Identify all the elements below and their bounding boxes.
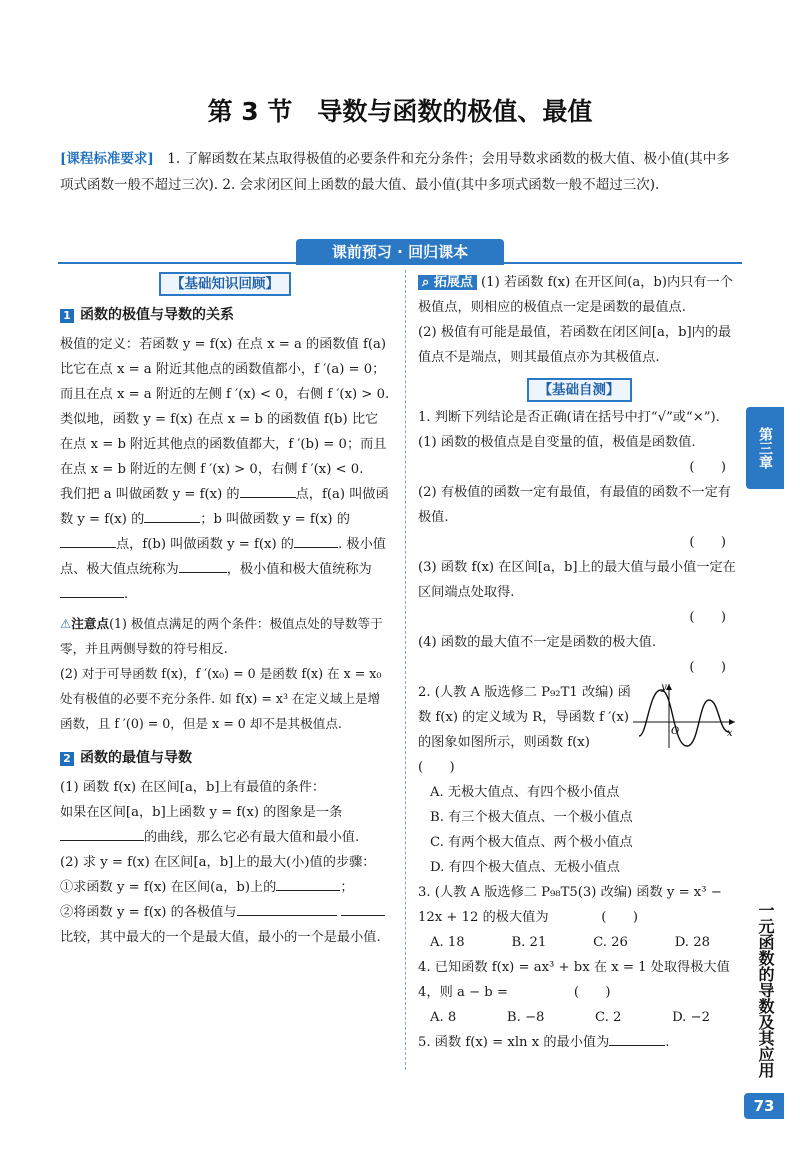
note-1: (1) 极值点满足的两个条件：极值点处的导数等于零，并且两侧导数的符号相反. <box>60 616 383 656</box>
blank-4 <box>294 533 338 548</box>
extension-1: (1) 若函数 f(x) 在开区间(a，b)内只有一个极值点，则相应的极值点一定是函数的最值点. <box>418 275 733 315</box>
max-condition: (1) 函数 f(x) 在区间[a，b]上有最值的条件： <box>60 780 326 795</box>
column-divider <box>405 270 406 1070</box>
max-condition-detail <box>60 800 390 850</box>
answer-paren-1: ( ) <box>689 460 726 475</box>
note-block <box>60 611 390 736</box>
section-2-number: 2 <box>60 752 74 766</box>
max-steps: (2) 求 y = f(x) 在区间[a，b]上的最大(小)值的步骤： <box>60 855 376 870</box>
blank-2 <box>144 508 200 523</box>
question-5-end: . <box>665 1035 670 1050</box>
right-column <box>418 270 740 1055</box>
warning-icon: ⚠ <box>60 616 72 631</box>
question-3-option-c: C. 26 <box>593 935 628 950</box>
question-1-3: (3) 函数 f(x) 在区间[a，b]上的最大值与最小值一定在区间端点处取得. <box>418 560 736 600</box>
question-1: 1. 判断下列结论是否正确(请在括号中打“√”或“×”). <box>418 410 720 425</box>
graph-origin-label: O <box>671 726 680 737</box>
question-3-option-b: B. 21 <box>511 935 547 950</box>
question-2 <box>418 680 740 780</box>
question-1-4: (4) 函数的最大值不一定是函数的极大值. <box>418 635 657 650</box>
extension-label-text: 拓展点 <box>433 275 473 290</box>
question-2-option-d: D. 有四个极大值点、无极小值点 <box>430 860 620 875</box>
graph-y-label: y <box>661 682 667 693</box>
step-2 <box>60 900 390 950</box>
answer-paren-4: ( ) <box>689 660 726 675</box>
blank-5 <box>179 558 227 573</box>
note-2: (2) 对于可导函数 f(x)，f ′(x₀) = 0 是函数 f(x) 在 x = x₀ 处有极值的必要不充分条件. 如 f(x) = x³ 在定义域上是增函数，且 f ′(0) = 0，但是 x = 0 却不是其极值点. <box>60 666 382 731</box>
max-condition-text-2: 的曲线，那么它必有最大值和最小值. <box>144 830 360 845</box>
step-1-end: ； <box>340 880 354 895</box>
question-3-options <box>418 930 710 955</box>
chapter-title-vertical: 一元函数的导数及其应用 <box>756 902 775 1078</box>
extension-point <box>418 270 740 320</box>
section-2-title: 函数的最值与导数 <box>80 750 192 766</box>
fill-text-5: . 极小值点、极大值点统称为 <box>60 537 386 577</box>
graph-x-arrow <box>729 719 735 725</box>
fill-blanks-extremum <box>60 482 390 607</box>
left-column <box>60 272 390 950</box>
question-2-option-b: B. 有三个极大值点、一个极小值点 <box>430 810 633 825</box>
standard-tag: [课程标准要求] <box>60 151 154 167</box>
blank-8 <box>276 876 340 891</box>
section-1-title: 函数的极值与导数的关系 <box>80 307 234 323</box>
extension-label: ⌕ 拓展点 <box>418 275 477 290</box>
question-4-option-c: C. 2 <box>595 1010 622 1025</box>
derivative-graph <box>633 680 738 750</box>
question-2-option-c: C. 有两个极大值点、两个极小值点 <box>430 835 633 850</box>
step-2-text: ②将函数 y = f(x) 的各极值与 <box>60 905 237 920</box>
blank-6 <box>60 583 124 598</box>
step-1-text: ①求函数 y = f(x) 在区间(a，b)上的 <box>60 880 277 895</box>
extremum-definition: 极值的定义：若函数 y = f(x) 在点 x = a 的函数值 f(a) 比它在点 x = a 附近其他点的函数值都小，f ′(a) = 0；而且在点 x = a 附近的左侧 f ′(x) < 0，右侧 f ′(x) > 0. 类似地，函数 y = f(x) 在点 x = b 的函数值 f(b) 比它在点 x = b 附近其他点的函数值都大，f ′(b) = 0；而且在点 x = b 附近的左侧 f ′(x) > 0，右侧 f ′(x) < 0. <box>60 337 390 477</box>
derivative-curve <box>639 690 729 746</box>
question-4-option-b: B. −8 <box>506 1010 545 1025</box>
extension-2: (2) 极值有可能是最值，若函数在闭区间[a，b]内的最值点不是端点，则其最值点亦为其极值点. <box>418 325 732 365</box>
blank-7 <box>60 826 144 841</box>
chapter-tab: 第三章 <box>746 407 784 489</box>
fill-text-6: ，极小值和极大值统称为 <box>226 562 372 577</box>
step-1 <box>60 875 390 900</box>
blank-9 <box>237 901 337 916</box>
question-2-option-a: A. 无极大值点、有四个极小值点 <box>430 785 620 800</box>
question-2-text: 2. (人教 A 版选修二 P₉₂T1 改编) 函数 f(x) 的定义域为 R，导函数 f ′(x) 的图象如图所示，则函数 f(x) ( ) <box>418 685 631 775</box>
question-4-option-d: D. −2 <box>672 1010 710 1025</box>
question-3: 3. (人教 A 版选修二 P₉₈T5(3) 改编) 函数 y = x³ − 12x + 12 的极大值为 ( ) <box>418 885 722 925</box>
graph-y-arrow <box>666 684 672 690</box>
fill-text-7: . <box>124 587 129 602</box>
standard-text: 1. 了解函数在某点取得极值的必要条件和充分条件；会用导数求函数的极大值、极小值(其中多项式函数一般不超过三次). 2. 会求闭区间上函数的最大值、最小值(其中多项式函数一般不超过三次). <box>60 151 730 193</box>
section-banner: 课前预习 · 回归课本 <box>296 239 504 265</box>
blank-q5 <box>609 1031 665 1046</box>
section-1-number: 1 <box>60 309 74 323</box>
question-4-option-a: A. 8 <box>430 1010 457 1025</box>
question-4-options <box>418 1005 710 1030</box>
graph-x-label: x <box>727 728 733 739</box>
step-2-text-2: 比较，其中最大的一个是最大值，最小的一个是最小值. <box>60 930 381 945</box>
question-2-options <box>418 780 740 880</box>
note-label: 注意点 <box>71 616 110 631</box>
page-title: 第 3 节 导数与函数的极值、最值 <box>207 97 593 126</box>
blank-10 <box>341 901 385 916</box>
answer-paren-3: ( ) <box>689 610 726 625</box>
question-3-option-d: D. 28 <box>674 935 710 950</box>
self-test-box: 【基础自测】 <box>527 378 632 402</box>
question-5-text: 5. 函数 f(x) = xln x 的最小值为 <box>418 1035 610 1050</box>
course-standard <box>60 146 740 198</box>
question-3-option-a: A. 18 <box>430 935 465 950</box>
fill-text-1: 我们把 a 叫做函数 y = f(x) 的 <box>60 487 240 502</box>
page-number: 73 <box>744 1093 784 1119</box>
answer-paren-2: ( ) <box>689 535 726 550</box>
blank-1 <box>240 483 296 498</box>
question-5 <box>418 1030 740 1055</box>
max-condition-text: 如果在区间[a，b]上函数 y = f(x) 的图象是一条 <box>60 805 343 820</box>
basic-knowledge-box: 【基础知识回顾】 <box>159 272 291 296</box>
fill-text-4: 点，f(b) 叫做函数 y = f(x) 的 <box>116 537 294 552</box>
question-1-1: (1) 函数的极值点是自变量的值，极值是函数值. <box>418 435 696 450</box>
question-1-2: (2) 有极值的函数一定有最值，有最值的函数不一定有极值. <box>418 485 731 525</box>
fill-text-3: ；b 叫做函数 y = f(x) 的 <box>200 512 350 527</box>
question-4: 4. 已知函数 f(x) = ax³ + bx 在 x = 1 处取得极大值 4，则 a − b = ( ) <box>418 960 730 1000</box>
section-1-heading <box>60 303 390 328</box>
section-2-heading <box>60 746 390 771</box>
fill-text-2: 点，f(a) 叫做函数 y = f(x) 的 <box>60 487 389 527</box>
blank-3 <box>60 533 116 548</box>
